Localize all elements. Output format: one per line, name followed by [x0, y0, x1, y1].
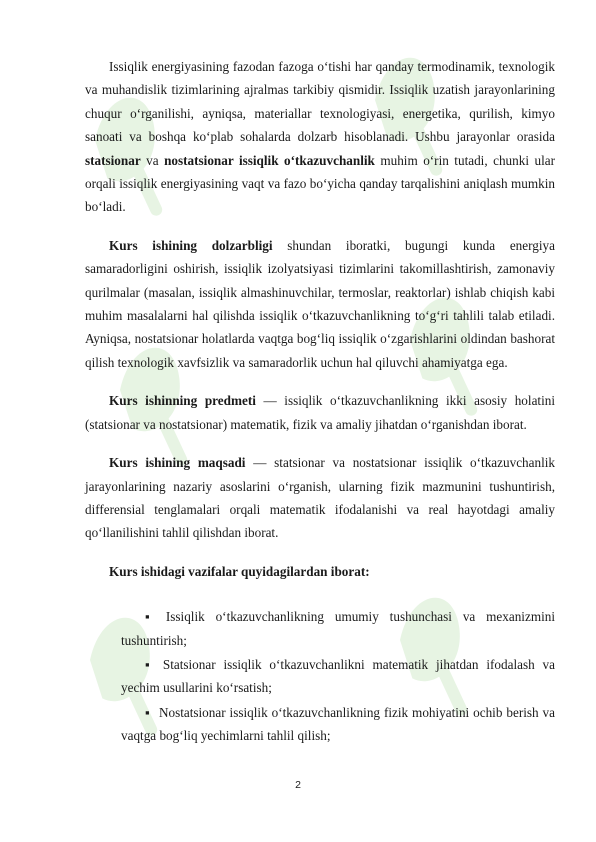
- seg: — statsionar va nostatsionar issiqlik o‘tkazuvchanlik jarayonlarining nazariy asoslarini o‘rganish, ularning fizik mazmunini tushuntirish, differensial tenglamalari orqali matematik ifodalanishi va real hayotdagi amaliy qo‘llanilishini tahlil qilishdan iborat.: [85, 455, 556, 541]
- term-nostatsionar: nostatsionar issiqlik o‘tkazuvchanlik: [164, 152, 375, 168]
- list-item-text: Issiqlik o‘tkazuvchanlikning umumiy tushunchasi va mexanizmini tushuntirish;: [121, 609, 555, 648]
- term-statsionar: statsionar: [85, 152, 141, 168]
- list-item: [121, 605, 555, 652]
- list-item-text: Statsionar issiqlik o‘tkazuvchanlikni matematik jihatdan ifodalash va yechim usullarini ko‘rsatish;: [121, 656, 555, 696]
- document-body: [85, 55, 555, 749]
- tasks-heading: Kurs ishidagi vazifalar quyidagilardan iborat:: [109, 563, 370, 579]
- seg: shundan iboratki, bugungi kunda energiya samaradorligini oshirish, issiqlik izolyatsiyasi tizimlarini takomillashtirish, zamonaviy qurilmalar (masalan, issiqlik almashinuvchilar, termoslar, reaktorlar) ishlab chiqish kabi muhim masalalarni hal qilishda issiqlik o‘tkazuvchanlikning to‘g‘ri tahlili talab etiladi. Ayniqsa, nostatsionar holatlarda vaqtga bog‘liq issiqlik o‘zgarishlarini oldindan bashorat qilish texnologik xavfsizlik va samaradorlik uchun hal qiluvchi ahamiyatga ega.: [85, 237, 555, 370]
- paragraph-lead: Kurs ishinning predmeti: [109, 393, 256, 409]
- seg: va: [140, 152, 165, 168]
- bullet-icon: ▪: [145, 609, 150, 625]
- seg: — issiqlik o‘tkazuvchanlikning ikki asosiy holatini (statsionar va nostatsionar) matematik, fizik va amaliy jihatdan o‘rganishdan iborat.: [85, 393, 556, 432]
- list-item-text: Nostatsionar issiqlik o‘tkazuvchanlikning fizik mohiyatini ochib berish va vaqtga bog‘liq yechimlarni tahlil qilish;: [121, 704, 556, 744]
- paragraph-subject: [85, 389, 555, 436]
- seg: muhim o‘rin tutadi, chunki ular orqali issiqlik energiyasining vaqt va fazo bo‘yicha qanday tarqalishini aniqlash mumkin bo‘ladi.: [85, 152, 555, 215]
- paragraph-relevance: [85, 234, 555, 374]
- page-number: 2: [295, 779, 301, 791]
- seg: Issiqlik energiyasining fazodan fazoga o‘tishi har qanday termodinamik, texnologik va muhandislik tizimlarining ajralmas tarkibiy qismidir. Issiqlik uzatish jarayonlarining chuqur o‘rganilishi, ayniqsa, materiallar texnologiyasi, energetika, qurilish, kimyo sanoati va boshqa ko‘plab sohalarda dolzarb hisoblanadi. Ushbu jarayonlar orasida: [85, 59, 555, 145]
- paragraph-goal: [85, 451, 555, 545]
- list-item: [121, 701, 555, 748]
- tasks-list: [85, 605, 555, 747]
- bullet-icon: ▪: [145, 656, 150, 672]
- paragraph-intro: [85, 55, 555, 219]
- list-item: [121, 653, 555, 700]
- paragraph-lead: Kurs ishining maqsadi: [109, 455, 246, 471]
- paragraph-lead: Kurs ishining dolzarbligi: [109, 237, 273, 253]
- bullet-icon: ▪: [145, 704, 150, 720]
